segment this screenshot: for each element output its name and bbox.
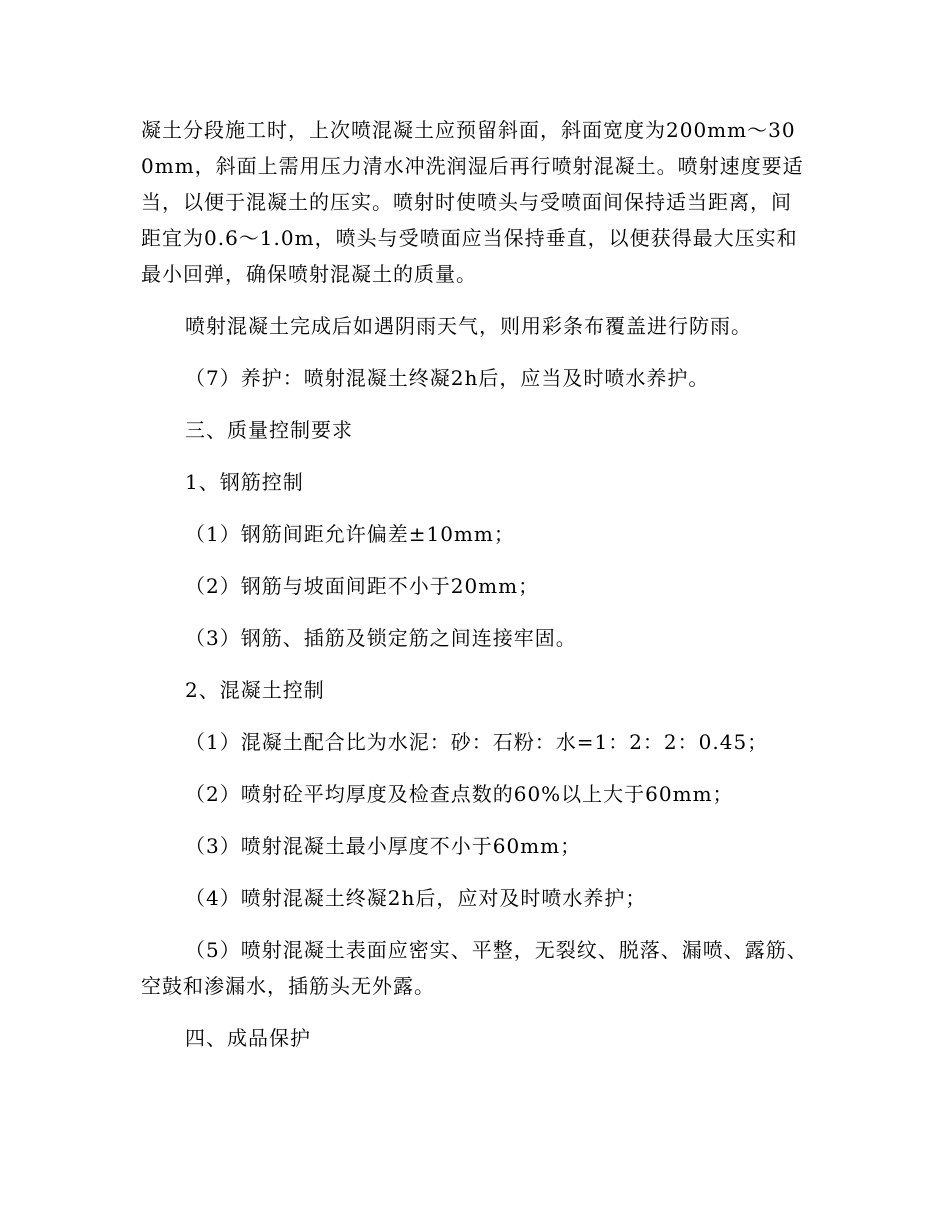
list-item-rebar-2: （2）钢筋与坡面间距不小于20mm； (185, 574, 540, 598)
subheading-concrete-control: 2、混凝土控制 (185, 678, 325, 702)
list-item-concrete-4: （4）喷射混凝土终凝2h后，应对及时喷水养护； (185, 886, 647, 910)
list-item-concrete-1: （1）混凝土配合比为水泥：砂：石粉：水=1：2：2：0.45； (185, 730, 769, 754)
list-item-concrete-2: （2）喷射砼平均厚度及检查点数的60%以上大于60mm； (185, 782, 734, 806)
paragraph-rain-protection: 喷射混凝土完成后如遇阴雨天气，则用彩条布覆盖进行防雨。 (185, 314, 752, 338)
paragraph-curing: （7）养护：喷射混凝土终凝2h后，应当及时喷水养护。 (185, 366, 710, 390)
list-item-rebar-1: （1）钢筋间距允许偏差±10mm； (185, 522, 515, 546)
list-item-rebar-3: （3）钢筋、插筋及锁定筋之间连接牢固。 (185, 626, 577, 650)
subheading-rebar-control: 1、钢筋控制 (185, 470, 304, 494)
paragraph-spraying-method: 凝土分段施工时，上次喷混凝土应预留斜面，斜面宽度为200mm～300mm，斜面上需用压力清水冲洗润湿后再行喷射混凝土。喷射速度要适当，以便于混凝土的压实。喷射时使喷头与受喷面间保持适当距离，间距宜为0.6～1.0m，喷头与受喷面应当保持垂直，以便获得最大压实和最小回弹，确保喷射混凝土的质量。 (141, 118, 804, 286)
heading-quality-control: 三、质量控制要求 (185, 418, 353, 442)
document-body (141, 112, 809, 1056)
list-item-concrete-5: （5）喷射混凝土表面应密实、平整，无裂纹、脱落、漏喷、露筋、空鼓和渗漏水，插筋头无外露。 (141, 938, 808, 998)
heading-product-protection: 四、成品保护 (185, 1026, 311, 1050)
list-item-concrete-3: （3）喷射混凝土最小厚度不小于60mm； (185, 834, 582, 858)
